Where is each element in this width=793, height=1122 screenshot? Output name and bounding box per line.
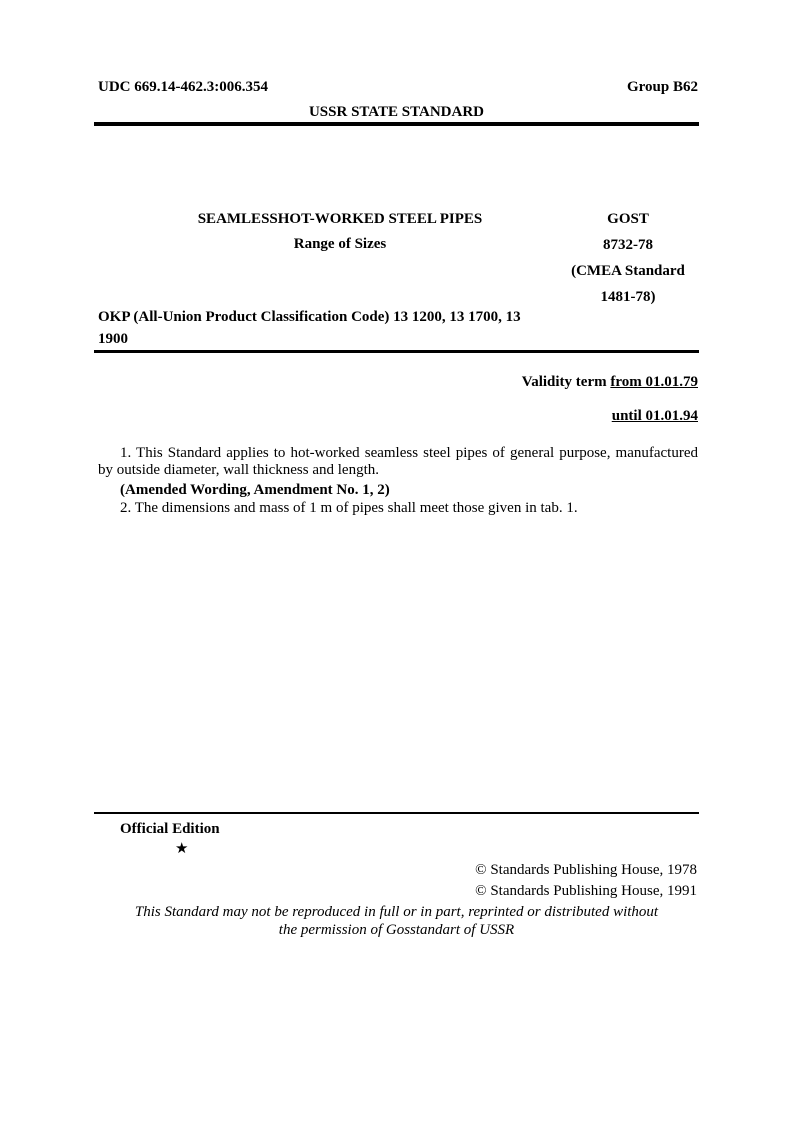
okp-code xyxy=(98,306,521,350)
reproduction-notice xyxy=(0,903,793,939)
okp-line: 1900 xyxy=(98,331,128,347)
document-subtitle: Range of Sizes xyxy=(293,236,387,252)
notice-line: the permission of Gosstandart of USSR xyxy=(278,922,515,938)
validity-from-date: from 01.01.79 xyxy=(610,374,698,390)
official-edition: Official Edition xyxy=(120,821,220,837)
amendment-note: (Amended Wording, Amendment No. 1, 2) xyxy=(120,482,390,498)
gost-line: (CMEA Standard xyxy=(571,263,685,279)
notice-line: This Standard may not be reproduced in full or in part, reprinted or distributed without xyxy=(134,904,659,920)
document-title: SEAMLESSHOT-WORKED STEEL PIPES xyxy=(197,211,483,227)
star-icon: ★ xyxy=(175,839,189,857)
copyright-1978: © Standards Publishing House, 1978 xyxy=(475,862,697,878)
paragraph-1: 1. This Standard applies to hot-worked seamless steel pipes of general purpose, manufactured by outside diameter, wall thickness and length. xyxy=(98,445,698,478)
header-rule xyxy=(94,122,699,126)
footer-rule xyxy=(94,812,699,814)
okp-line: OKP (All-Union Product Classification Code) 13 1200, 13 1700, 13 xyxy=(98,309,521,325)
paragraph-2: 2. The dimensions and mass of 1 m of pipes shall meet those given in tab. 1. xyxy=(120,500,578,516)
gost-line: GOST xyxy=(607,211,649,227)
gost-line: 8732-78 xyxy=(603,237,653,253)
group-code: Group B62 xyxy=(627,79,698,95)
copyright-1991: © Standards Publishing House, 1991 xyxy=(475,883,697,899)
validity-label: Validity term xyxy=(521,374,607,390)
gost-designation xyxy=(548,210,708,314)
standard-type: USSR STATE STANDARD xyxy=(308,104,485,120)
validity-from xyxy=(522,373,698,391)
validity-until: until 01.01.94 xyxy=(611,408,698,424)
title-rule xyxy=(94,350,699,353)
udc-code: UDC 669.14-462.3:006.354 xyxy=(98,79,268,95)
gost-line: 1481-78) xyxy=(600,289,656,305)
